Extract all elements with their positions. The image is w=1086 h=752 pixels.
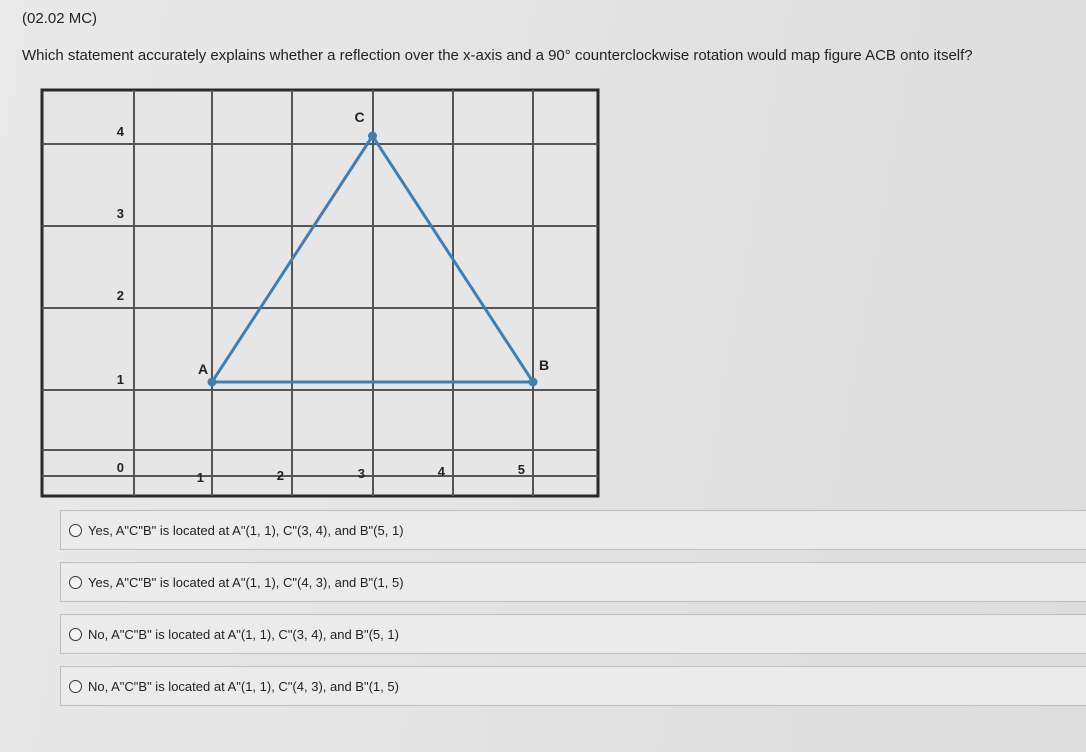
x-tick-label: 4 bbox=[437, 464, 445, 479]
answer-choice-2[interactable] bbox=[60, 562, 1086, 602]
point-label-a: A bbox=[198, 361, 209, 377]
answer-choice-3[interactable] bbox=[60, 614, 1086, 654]
radio-button[interactable] bbox=[69, 680, 82, 693]
point-a bbox=[208, 378, 217, 387]
point-label-b: B bbox=[539, 357, 550, 373]
answer-choice-text: No, A"C"B" is located at A"(1, 1), C"(4, 3), and B"(1, 5) bbox=[88, 678, 399, 694]
answer-choice-text: Yes, A"C"B" is located at A"(1, 1), C"(4, 3), and B"(1, 5) bbox=[88, 574, 404, 590]
answer-choice-text: No, A"C"B" is located at A"(1, 1), C"(3, 4), and B"(5, 1) bbox=[88, 626, 399, 642]
y-tick-label: 4 bbox=[116, 124, 124, 139]
x-tick-label: 5 bbox=[517, 462, 525, 477]
y-tick-label: 0 bbox=[116, 460, 124, 475]
y-tick-label: 1 bbox=[116, 372, 124, 387]
point-c bbox=[368, 132, 377, 141]
graph-frame bbox=[42, 90, 598, 496]
radio-button[interactable] bbox=[69, 576, 82, 589]
question-id: (02.02 MC) bbox=[22, 10, 98, 27]
graph-svg bbox=[0, 86, 605, 504]
x-tick-label: 3 bbox=[357, 466, 365, 481]
answer-choice-1[interactable] bbox=[60, 510, 1086, 550]
x-tick-label: 1 bbox=[196, 470, 204, 485]
x-tick-label: 2 bbox=[276, 468, 284, 483]
y-tick-label: 3 bbox=[116, 206, 124, 221]
answer-choice-text: Yes, A"C"B" is located at A"(1, 1), C"(3, 4), and B"(5, 1) bbox=[88, 522, 404, 538]
point-b bbox=[529, 378, 538, 387]
coordinate-graph bbox=[0, 86, 605, 504]
y-tick-label: 2 bbox=[116, 288, 124, 303]
point-label-c: C bbox=[354, 109, 365, 125]
question-text: Which statement accurately explains whether a reflection over the x-axis and a 90° counterclockwise rotation would map figure ACB onto itself? bbox=[22, 47, 973, 64]
answer-choice-4[interactable] bbox=[60, 666, 1086, 706]
radio-button[interactable] bbox=[69, 524, 82, 537]
radio-button[interactable] bbox=[69, 628, 82, 641]
